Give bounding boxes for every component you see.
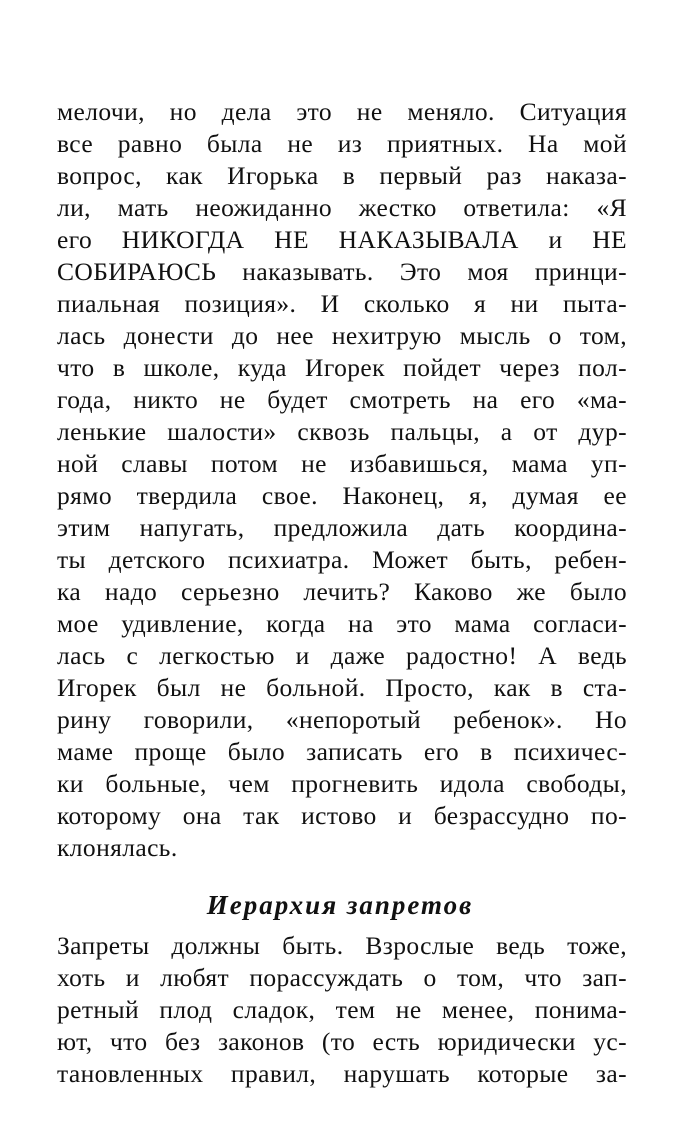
text-line: ки больные, чем прогневить идола свободы, bbox=[57, 769, 627, 798]
text-line: лась донести до нее нехитрую мысль о том, bbox=[57, 321, 627, 350]
text-line: его НИКОГДА НЕ НАКАЗЫВАЛА и НЕ bbox=[57, 225, 627, 254]
text-line: вопрос, как Игорька в первый раз наказа- bbox=[57, 161, 627, 190]
text-line: тановленных правил, нарушать которые за- bbox=[57, 1059, 627, 1088]
text-line: Игорек был не больной. Просто, как в ста- bbox=[57, 673, 627, 702]
text-line: что в школе, куда Игорек пойдет через пол- bbox=[57, 353, 627, 382]
text-line: мелочи, но дела это не меняло. Ситуация bbox=[57, 97, 627, 126]
text-line: рямо твердила свое. Наконец, я, думая ее bbox=[57, 481, 627, 510]
text-line: маме проще было записать его в психичес- bbox=[57, 737, 627, 766]
text-line: ты детского психиатра. Может быть, ребен- bbox=[57, 545, 627, 574]
text-line: хоть и любят порассуждать о том, что зап- bbox=[57, 963, 627, 992]
text-line: ленькие шалости» сквозь пальцы, а от дур- bbox=[57, 417, 627, 446]
text-line: лась с легкостью и даже радостно! А ведь bbox=[57, 641, 627, 670]
text-line: ют, что без законов (то есть юридически ус- bbox=[57, 1027, 627, 1056]
text-line: клонялась. bbox=[57, 833, 178, 862]
text-line: которому она так истово и безрассудно по- bbox=[57, 801, 627, 830]
text-line: ретный плод сладок, тем не менее, понима- bbox=[57, 995, 627, 1024]
text-line: этим напугать, предложила дать координа- bbox=[57, 513, 627, 542]
text-line: мое удивление, когда на это мама согласи- bbox=[57, 609, 627, 638]
section-heading: Иерархия запретов bbox=[206, 890, 474, 920]
text-line: СОБИРАЮСЬ наказывать. Это моя принци- bbox=[57, 257, 627, 286]
text-line: года, никто не будет смотреть на его «ма- bbox=[57, 385, 627, 414]
text-line: ли, мать неожиданно жестко ответила: «Я bbox=[57, 193, 627, 222]
text-line: рину говорили, «непоротый ребенок». Но bbox=[57, 705, 627, 734]
text-line: все равно была не из приятных. На мой bbox=[57, 129, 627, 158]
text-line: ной славы потом не избавишься, мама уп- bbox=[57, 449, 627, 478]
text-line: Запреты должны быть. Взрослые ведь тоже, bbox=[57, 931, 627, 960]
text-line: ка надо серьезно лечить? Каково же было bbox=[57, 577, 627, 606]
text-line: пиальная позиция». И сколько я ни пыта- bbox=[57, 289, 627, 318]
